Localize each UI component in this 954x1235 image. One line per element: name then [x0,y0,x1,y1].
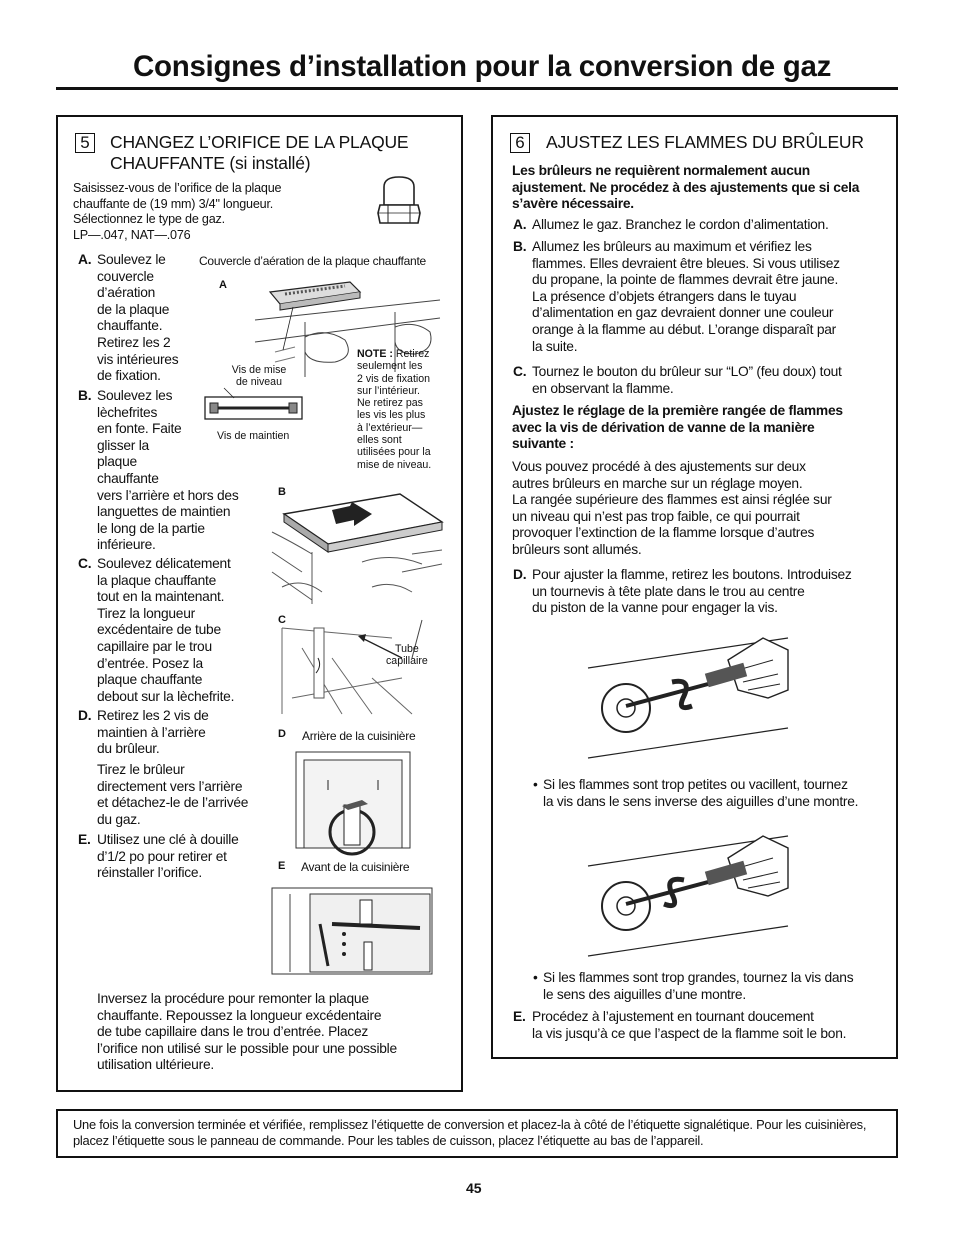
footer-note-text: Une fois la conversion terminée et vérifiée, remplissez l’étiquette de conversion et placez-la à côté de l’étiquette signalétique. Pour les cuisinières, placez l’étiquette sous le panneau de commande. Pour les tables de cuisson, placez l’étiquette au bas de l’appareil. [73,1117,867,1148]
figure-a-letter: A [219,279,227,291]
step5-item-e: E. Utilisez une clé à douille d’1/2 po pour retirer et réinstaller l’orifice. [78,832,239,881]
figure-e-burner-front-illustration [270,884,440,976]
figure-a-note: NOTE : Retirez seulement les 2 vis de fixation sur l’intérieur. Ne retirez pas les vis les plus à l’extérieur— elles sont utilisées pour la mise de niveau. [357,348,432,471]
figure-a-caption: Couvercle d’aération de la plaque chauffante [199,254,426,268]
step6-item-e: E. Procédez à l’ajustement en tournant doucement la vis jusqu’à ce que l’aspect de la flamme soit le bon. [513,1009,847,1041]
step6-number: 6 [510,133,530,153]
step6-item-c: C. Tournez le bouton du brûleur sur “LO” (feu doux) tout en observant la flamme. [513,364,842,396]
figure-e-caption: Avant de la cuisinière [301,860,410,874]
step6-bullet-1: • Si les flammes sont trop petites ou vacillent, tournez la vis dans le sens inverse des aiguilles d’une montre. [533,777,859,809]
page-title: Consignes d’installation pour la conversion de gaz [133,50,832,83]
step5-intro: Saisissez-vous de l’orifice de la plaque chauffante de (19 mm) 3/4" longueur. Sélectionnez le type de gaz. LP—.047, NAT—.076 [73,181,282,242]
screwdriver-adjust-illustration-2 [588,818,788,960]
step6-item-d: D. Pour ajuster la flamme, retirez les boutons. Introduisez un tournevis à tête plate dans le trou au centre du piston de la vanne pour engager la vis. [513,567,852,616]
vis-de-maintien-label: Vis de maintien [217,430,290,442]
step5-item-c: C. Soulevez délicatement la plaque chauffante tout en la maintenant. Tirez la longueur excédentaire de tube capillaire par le trou d’entrée. Posez la plaque chauffante debout sur la lèchefrite. [78,556,235,704]
figure-d-burner-rear-illustration [288,750,418,850]
tube-capillaire-label: Tube capillaire [386,643,428,668]
step5-item-d-continued: Tirez le brûleur directement vers l’arrière et détachez-le de l’arrivée du gaz. [97,762,249,827]
vis-de-mise-label: Vis de mise de niveau [231,364,287,389]
step5-closing: Inversez la procédure pour remonter la plaque chauffante. Repoussez la longueur excédentaire de tube capillaire dans le trou d’entrée. Placez l’orifice non utilisé sur le possible pour une possible utilisation ultérieure. [97,991,397,1073]
step6-item-b: B. Allumez les brûleurs au maximum et vérifiez les flammes. Elles devraient être bleues. Si vous utilisez du propane, la pointe de flammes devrait être jaune. La présence d’objets étrangers dans le tuyau d’alimentation en gaz devraient donner une couleur orange à la flamme au début. L’orange disparaît par la suite. [513,239,840,354]
orifice-icon [376,175,422,229]
figure-d-letter: D [278,728,286,740]
figure-b-griddle-illustration [272,492,444,610]
figure-d-caption: Arrière de la cuisinière [302,729,416,743]
step5-item-d: D. Retirez les 2 vis de maintien à l’arrière du brûleur. [78,708,209,757]
screwdriver-adjust-illustration-1 [588,620,788,760]
page-number: 45 [466,1180,482,1196]
step6-bullet-2: • Si les flammes sont trop grandes, tournez la vis dans le sens des aiguilles d’une montre. [533,970,854,1002]
step6-bold-subheading: Ajustez le réglage de la première rangée de flammes avec la vis de dérivation de vanne de la manière suivante : [512,403,843,452]
step5-item-a: A. Soulevez le couvercle d’aération de la plaque chauffante. Retirez les 2 vis intérieures de fixation. [78,252,179,384]
screw-diagram [204,396,304,422]
step6-bold-intro: Les brûleurs ne requièrent normalement aucun ajustement. Ne procédez à des ajustements que si cela s’avère nécessaire. [512,163,860,212]
figure-e-letter: E [278,860,286,872]
step6-item-a: A. Allumez le gaz. Branchez le cordon d’alimentation. [513,217,829,232]
figure-c-letter: C [278,614,286,626]
figure-b-letter: B [278,486,286,498]
step5-heading: CHANGEZ L’ORIFICE DE LA PLAQUE CHAUFFANTE (si installé) [110,132,409,173]
title-rule [56,87,898,90]
step5-number: 5 [75,133,95,153]
step6-heading: AJUSTEZ LES FLAMMES DU BRÛLEUR [546,132,864,152]
step5-item-b: B. Soulevez les lèchefrites en fonte. Faite glisser la plaque chauffante vers l’arrière et hors des languettes de maintien le long de la partie inférieure. [78,388,239,553]
step6-paragraph: Vous pouvez procédé à des ajustements sur deux autres brûleurs en marche sur un réglage moyen. La rangée supérieure des flammes est ainsi réglée sur un niveau qui n’est pas trop faible, ce qui pourrait provoquer l’extinction de la flamme lorsque d’autres brûleurs sont allumés. [512,459,832,557]
